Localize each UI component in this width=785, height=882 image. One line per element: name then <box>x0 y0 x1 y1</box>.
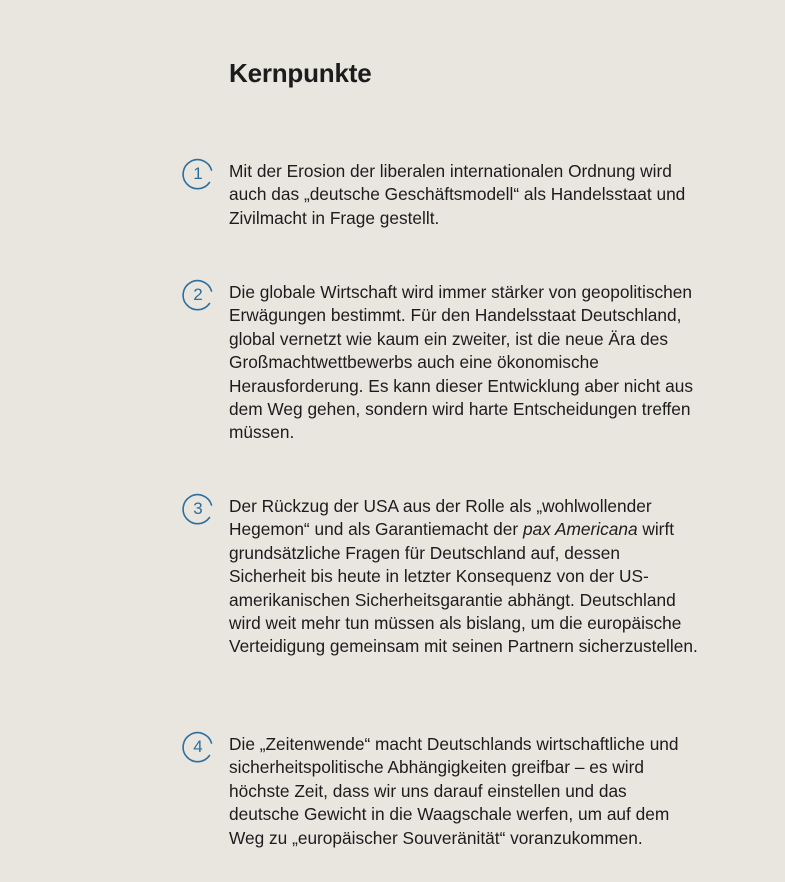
point-text: Die globale Wirtschaft wird immer stärker von geopolitischen Erwägungen bestimmt. Für den Handelsstaat Deutschland, global vernetzt wie kaum ein zweiter, ist die neue Ära des Großmachtwettbewerbs auch eine ökonomische Herausforderung. Es kann dieser Entwicklung aber nicht aus dem Weg gehen, sondern wird harte Entscheidungen treffen müssen. <box>229 282 693 443</box>
number-badge <box>182 279 216 313</box>
number-badge <box>182 731 216 765</box>
page-title: Kernpunkte <box>229 58 372 88</box>
point-text-end: wirft grundsätzliche Fragen für Deutschland auf, dessen Sicherheit bis heute in letzter Konsequenz von der US-amerikanischen Sicherheitsgarantie abhängt. Deutschland wird weit mehr tun müssen als bislang, um die europäische Verteidigung gemeinsam mit seinen Partnern sicherzustellen. <box>229 519 698 657</box>
point-text-start: Der Rückzug der USA aus der Rolle als „wohlwollender Hegemon“ und als Garantiemacht der <box>229 496 652 540</box>
point-text <box>229 495 699 659</box>
point-number: 3 <box>193 499 203 518</box>
point-number: 4 <box>193 737 203 756</box>
number-badge <box>182 158 216 192</box>
point-text-italic: pax Americana <box>522 519 638 540</box>
point-number: 1 <box>193 164 203 183</box>
point-number: 2 <box>193 285 203 304</box>
point-text: Mit der Erosion der liberalen internationalen Ordnung wird auch das „deutsche Geschäftsmodell“ als Handelsstaat und Zivilmacht in Frage gestellt. <box>229 161 686 228</box>
point-text: Die „Zeitenwende“ macht Deutschlands wirtschaftliche und sicherheitspolitische Abhängigkeiten greifbar – es wird höchste Zeit, dass wir uns darauf einstellen und das deutsche Gewicht in die Waagschale werfen, um auf dem Weg zu „europäischer Souveränität“ voranzukommen. <box>229 734 679 848</box>
number-badge <box>182 493 216 527</box>
